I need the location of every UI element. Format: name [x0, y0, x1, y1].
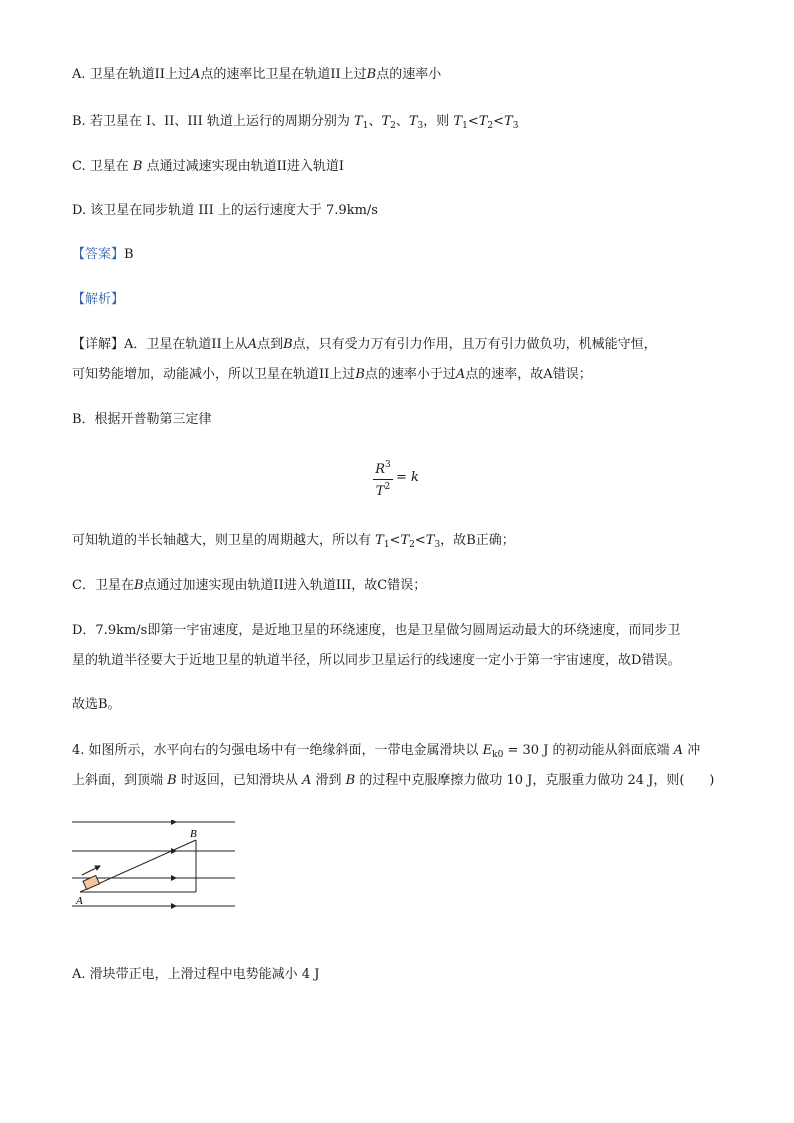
question-4-line-1: 4. 如图所示，水平向右的匀强电场中有一绝缘斜面，一带电金属滑块以 $E_{k0} = 30$ J 的初动能从斜面底端 A 冲	[72, 743, 701, 760]
detail-line-6: D．7.9km/s即第一宇宙速度，是近地卫星的环绕速度，也是卫星做匀圆周运动最大的环绕速度，而同步卫	[72, 623, 681, 638]
option-a: A. 卫星在轨道II上过A点的速率比卫星在轨道II上过B点的速率小	[72, 67, 442, 82]
answer-line: 【答案】B	[72, 247, 134, 262]
option-c: C. 卫星在 B 点通过减速实现由轨道II进入轨道I	[72, 159, 345, 174]
option-d: D. 该卫星在同步轨道 III 上的运行速度大于 7.9km/s	[72, 203, 378, 218]
detail-line-7: 星的轨道半径要大于近地卫星的轨道半径，所以同步卫星运行的线速度一定小于第一宇宙速度，故D错误。	[72, 653, 681, 668]
label-b: B	[190, 828, 197, 840]
label-a: A	[76, 895, 83, 907]
question-4-line-2: 上斜面，到顶端 B 时返回，已知滑块从 A 滑到 B 的过程中克服摩擦力做功 10 J，克服重力做功 24 J，则( )	[72, 773, 715, 788]
fraction-bar	[373, 479, 393, 480]
velocity-arrow	[82, 866, 100, 875]
conclusion: 故选B。	[72, 697, 121, 712]
detail-line-2: 可知势能增加，动能减小，所以卫星在轨道II上过B点的速率小于过A点的速率，故A错误；	[72, 367, 592, 382]
field-lines	[72, 822, 235, 906]
kepler-formula: $R^3$ $T^2$ = k	[372, 458, 432, 502]
analysis-heading: 【解析】	[72, 292, 125, 307]
question-4-option-a: A. 滑块带正电，上滑过程中电势能减小 4 J	[72, 967, 320, 982]
detail-line-1: 【详解】A．卫星在轨道II上从A点到B点，只有受力万有引力作用，且万有引力做负功，机械能守恒，	[72, 337, 657, 352]
detail-line-5: C．卫星在B点通过加速实现由轨道II进入轨道III，故C错误；	[72, 578, 427, 593]
detail-line-3: B．根据开普勒第三定律	[72, 412, 212, 427]
detail-line-4: 可知轨道的半长轴越大，则卫星的周期越大，所以有 $T_1<T_2<T_3$，故B正确；	[72, 533, 515, 550]
incline-field-figure	[70, 820, 245, 915]
option-b: B. 若卫星在 I、II、III 轨道上运行的周期分别为 $T_1$、$T_2$、$T_3$，则 $T_1<T_2<T_3$	[72, 114, 519, 131]
